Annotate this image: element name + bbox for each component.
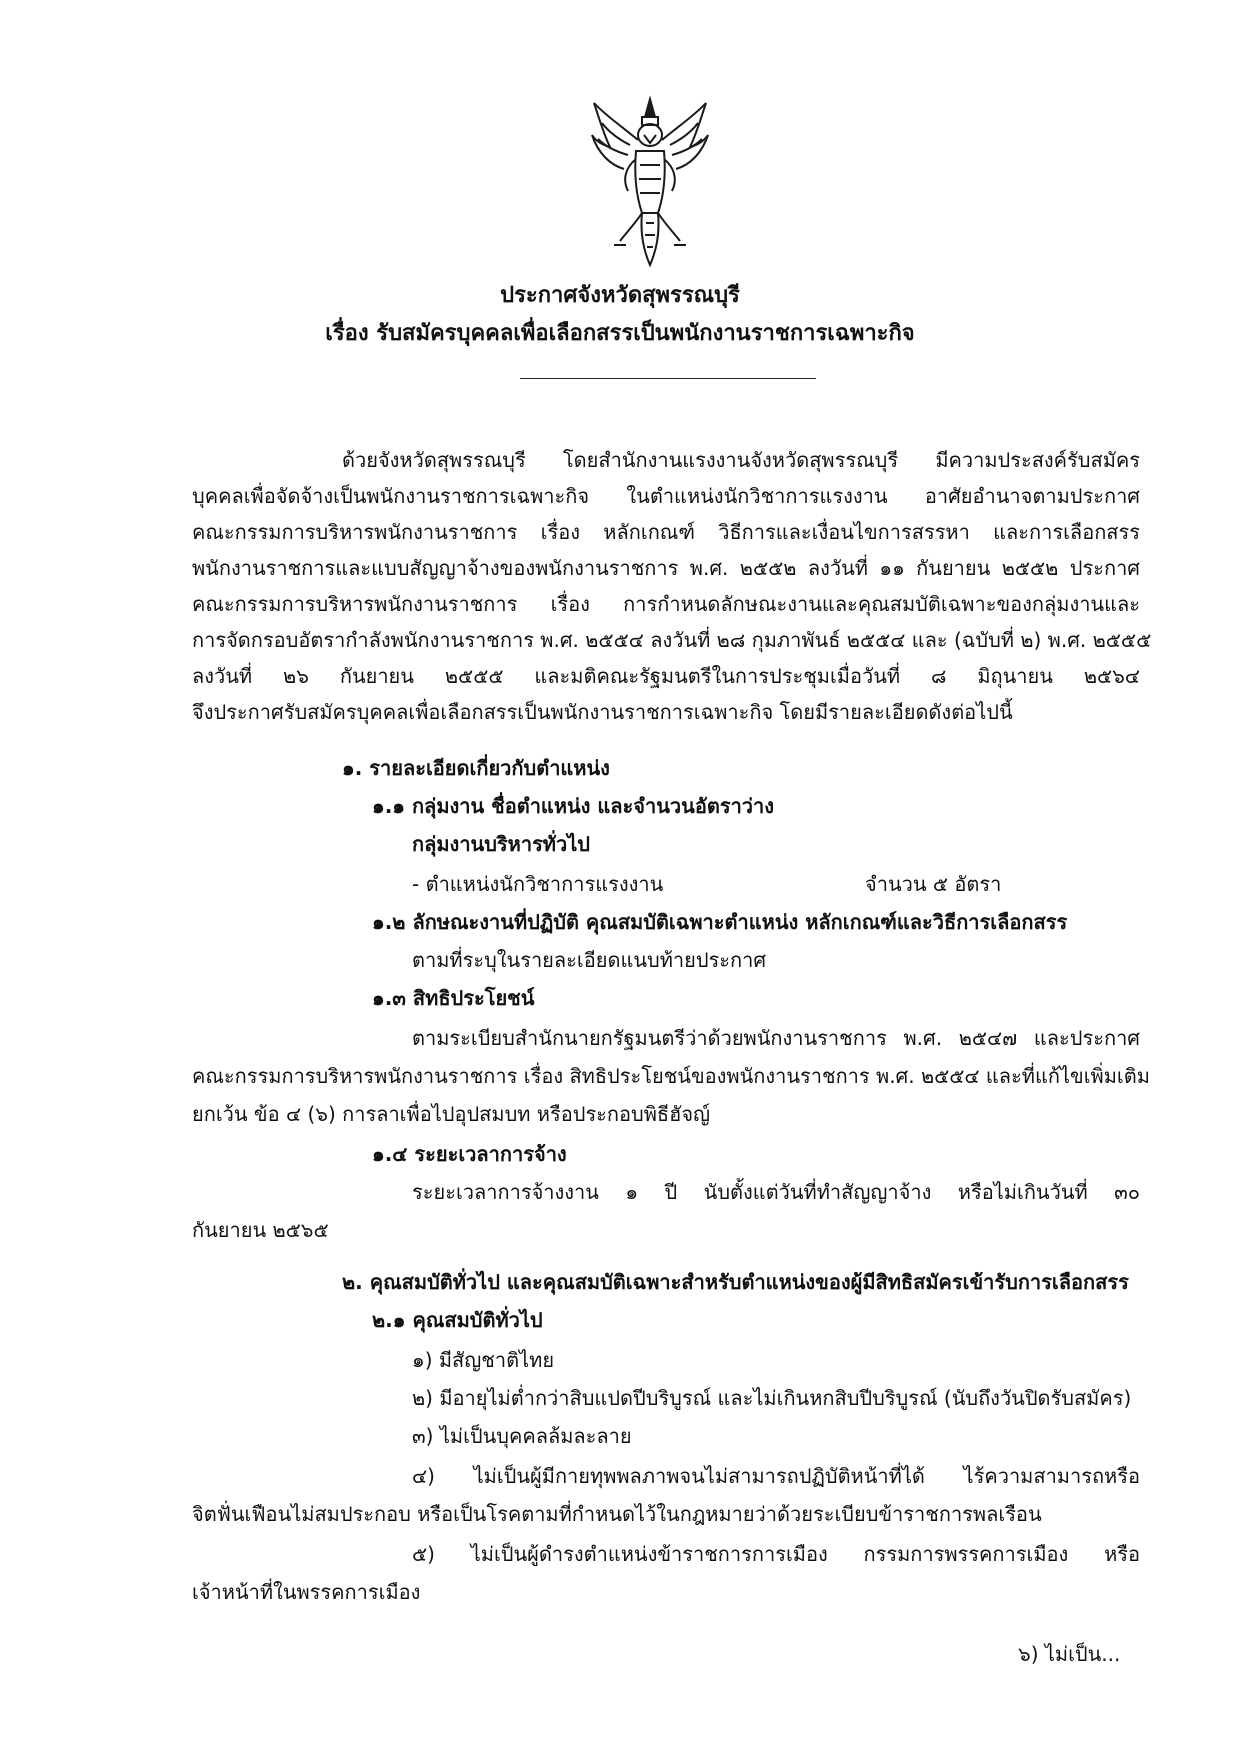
- section1-1-count: จำนวน ๕ อัตรา: [865, 872, 1002, 896]
- announcement-subject: เรื่อง รับสมัครบุคคลเพื่อเลือกสรรเป็นพนักงานราชการเฉพาะกิจ: [325, 321, 915, 346]
- section1-4-heading: ๑.๔ ระยะเวลาการจ้าง: [372, 1142, 567, 1166]
- intro-line: บุคคลเพื่อจัดจ้างเป็นพนักงานราชการเฉพาะกิจ ในตำแหน่งนักวิชาการแรงงาน อาศัยอำนาจตามประกาศ: [192, 484, 1140, 508]
- qualification-item: ๑) มีสัญชาติไทย: [412, 1348, 555, 1372]
- section1-3-heading: ๑.๓ สิทธิประโยชน์: [372, 986, 535, 1010]
- section1-1-position: - ตำแหน่งนักวิชาการแรงงาน: [412, 872, 664, 896]
- intro-line: พนักงานราชการและแบบสัญญาจ้างของพนักงานราชการ พ.ศ. ๒๕๕๒ ลงวันที่ ๑๑ กันยายน ๒๕๕๒ ประกาศ: [192, 556, 1140, 580]
- intro-line: ลงวันที่ ๒๖ กันยายน ๒๕๕๕ และมติคณะรัฐมนตรีในการประชุมเมื่อวันที่ ๘ มิถุนายน ๒๕๖๔: [192, 664, 1140, 688]
- qualification-item: ๓) ไม่เป็นบุคคลล้มละลาย: [412, 1424, 632, 1448]
- qualification-item: ๔) ไม่เป็นผู้มีกายทุพพลภาพจนไม่สามารถปฏิบัติหน้าที่ได้ ไร้ความสามารถหรือ: [412, 1464, 1140, 1488]
- section1-1-heading: ๑.๑ กลุ่มงาน ชื่อตำแหน่ง และจำนวนอัตราว่าง: [372, 794, 775, 818]
- section1-4-line: ระยะเวลาการจ้างงาน ๑ ปี นับตั้งแต่วันที่ทำสัญญาจ้าง หรือไม่เกินวันที่ ๓๐: [412, 1180, 1140, 1204]
- intro-line: คณะกรรมการบริหารพนักงานราชการ เรื่อง การกำหนดลักษณะงานและคุณสมบัติเฉพาะของกลุ่มงานและ: [192, 592, 1140, 616]
- qualification-item: เจ้าหน้าที่ในพรรคการเมือง: [192, 1580, 421, 1604]
- section1-1-group: กลุ่มงานบริหารทั่วไป: [412, 832, 590, 856]
- continuation-marker: ๖) ไม่เป็น...: [1018, 1642, 1121, 1666]
- announcement-title: ประกาศจังหวัดสุพรรณบุรี: [500, 283, 740, 308]
- section1-2-heading: ๑.๒ ลักษณะงานที่ปฏิบัติ คุณสมบัติเฉพาะตำแหน่ง หลักเกณฑ์และวิธีการเลือกสรร: [372, 910, 1068, 934]
- qualification-item: ๒) มีอายุไม่ต่ำกว่าสิบแปดปีบริบูรณ์ และไม่เกินหกสิบปีบริบูรณ์ (นับถึงวันปิดรับสมัคร): [412, 1386, 1132, 1410]
- section2-1-heading: ๒.๑ คุณสมบัติทั่วไป: [372, 1308, 543, 1332]
- section1-3-line: ยกเว้น ข้อ ๔ (๖) การลาเพื่อไปอุปสมบท หรือประกอบพิธีฮัจญ์: [192, 1102, 711, 1126]
- intro-line: ด้วยจังหวัดสุพรรณบุรี โดยสำนักงานแรงงานจังหวัดสุพรรณบุรี มีความประสงค์รับสมัคร: [342, 448, 1140, 472]
- intro-line: การจัดกรอบอัตรากำลังพนักงานราชการ พ.ศ. ๒๕๕๔ ลงวันที่ ๒๘ กุมภาพันธ์ ๒๕๕๔ และ (ฉบับที่ ๒) พ.ศ. ๒๕๕๕: [192, 628, 1152, 652]
- garuda-emblem-icon: [590, 95, 710, 270]
- intro-line: คณะกรรมการบริหารพนักงานราชการ เรื่อง หลักเกณฑ์ วิธีการและเงื่อนไขการสรรหา และการเลือกสรร: [192, 520, 1140, 544]
- section2-heading: ๒. คุณสมบัติทั่วไป และคุณสมบัติเฉพาะสำหรับตำแหน่งของผู้มีสิทธิสมัครเข้ารับการเลือกสรร: [342, 1270, 1129, 1294]
- qualification-item: ๕) ไม่เป็นผู้ดำรงตำแหน่งข้าราชการการเมือง กรรมการพรรคการเมือง หรือ: [412, 1542, 1140, 1566]
- section1-heading: ๑. รายละเอียดเกี่ยวกับตำแหน่ง: [342, 756, 610, 780]
- qualification-item: จิตฟั่นเฟือนไม่สมประกอบ หรือเป็นโรคตามที่กำหนดไว้ในกฎหมายว่าด้วยระเบียบข้าราชการพลเรือน: [192, 1502, 1042, 1526]
- section1-3-line: ตามระเบียบสำนักนายกรัฐมนตรีว่าด้วยพนักงานราชการ พ.ศ. ๒๕๔๗ และประกาศ: [412, 1026, 1140, 1050]
- intro-line: จึงประกาศรับสมัครบุคคลเพื่อเลือกสรรเป็นพนักงานราชการเฉพาะกิจ โดยมีรายละเอียดดังต่อไปนี้: [192, 700, 1013, 724]
- section1-3-line: คณะกรรมการบริหารพนักงานราชการ เรื่อง สิทธิประโยชน์ของพนักงานราชการ พ.ศ. ๒๕๕๔ และที่แก้ไขเพิ่มเติม: [192, 1064, 1150, 1088]
- title-divider: [520, 378, 816, 379]
- section1-2-text: ตามที่ระบุในรายละเอียดแนบท้ายประกาศ: [412, 948, 767, 972]
- section1-4-line: กันยายน ๒๕๖๕: [192, 1218, 329, 1242]
